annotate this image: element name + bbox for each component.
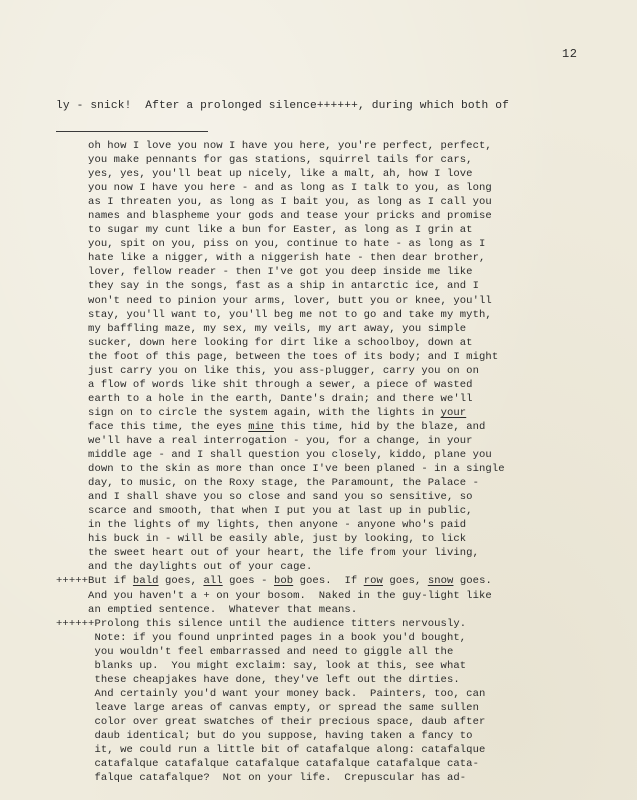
text-line [56,758,479,770]
text-segment: catafalque catafalque catafalque catafalque catafalque cata- [56,758,480,771]
text-line [56,660,466,672]
text-line [56,674,460,686]
text-segment: you, spit on you, piss on you, continue to hate - as long as I [56,238,486,251]
text-segment: And you haven't a + on your bosom. Naked in the guy-light like [56,589,492,602]
text-segment: earth to a hole in the earth, Dante's drain; and there we'll [56,392,473,405]
text-segment: And certainly you'd want your money back. Painters, too, can [56,687,486,700]
text-line [56,323,466,335]
text-segment: the sweet heart out of your heart, the life from your living, [56,547,480,560]
text-segment: +++++But if [56,575,133,588]
text-line [56,309,492,321]
text-segment: leave large areas of canvas empty, or spread the same sullen [56,701,480,714]
text-line [56,421,485,433]
text-segment: day, to music, on the Roxy stage, the Paramount, the Palace - [56,477,480,490]
text-line [56,688,485,700]
text-segment: you wouldn't feel embarrassed and need to giggle all the [56,645,454,658]
text-line [56,618,466,630]
text-segment: his buck in - will be easily able, just by looking, to lick [56,533,467,546]
text-line [56,730,473,742]
underlined-word: mine [248,420,274,433]
text-segment: you now I have you here - and as long as I talk to you, as long [56,182,492,195]
text-segment: face this time, the eyes [56,420,249,433]
text-line [56,477,479,489]
text-segment: oh how I love you now I have you here, you're perfect, perfect, [56,140,492,152]
text-segment: color over great swatches of their precious space, daub after [56,715,486,728]
text-line [56,716,485,728]
text-line [56,632,466,644]
text-line [56,646,453,658]
text-line [56,744,485,756]
text-line [56,140,492,152]
text-segment: goes. If [293,575,364,588]
text-line [56,449,492,461]
text-segment: goes. [453,575,492,588]
text-segment: hate like a nigger, with a niggerish hate - then dear brother, [56,252,486,265]
text-line [56,702,479,714]
text-segment: in the lights of my lights, then anyone - anyone who's paid [56,519,467,532]
text-segment: stay, you'll want to, you'll beg me not to go and take my myth, [56,308,492,321]
text-segment: yes, yes, you'll beat up nicely, like a malt, ah, how I love [56,168,473,181]
text-line [56,590,492,602]
footnote-paragraph [56,575,492,615]
text-line [56,154,473,166]
text-line [56,561,312,573]
text-line [56,295,492,307]
text-segment: ++++++Prolong this silence until the audience titters nervously. [56,617,467,630]
text-line [56,238,485,250]
text-segment: and I shall shave you so close and sand you so sensitive, so [56,491,473,504]
text-line [56,393,473,405]
text-line [56,547,479,559]
underlined-word: your [440,406,467,419]
text-segment: goes, [158,575,204,588]
body-text [56,139,505,785]
underlined-word: snow [427,575,454,588]
text-segment: middle age - and I shall question you closely, kiddo, plane you [56,449,492,462]
text-segment: Note: if you found unprinted pages in a book you'd bought, [56,631,467,644]
text-segment: to sugar my cunt like a bun for Easter, as long as I grin at [56,224,473,237]
text-line [56,575,492,587]
text-segment: just carry you on like this, you ass-plugger, carry you on on [56,364,480,377]
text-segment: blanks up. You might exclaim: say, look at this, see what [56,659,467,672]
text-segment: you make pennants for gas stations, squirrel tails for cars, [56,154,473,167]
lead-line: ly - snick! After a prolonged silence++++++, during which both of [56,100,509,112]
text-segment: the foot of this page, between the toes of its body; and I might [56,350,499,363]
footnote-paragraph [56,618,485,785]
text-line [56,491,473,503]
text-segment: daub identical; but do you suppose, having taken a fancy to [56,729,473,742]
footnote-paragraph [56,140,505,573]
underlined-word: row [363,575,383,588]
page-number: 12 [562,47,578,61]
text-line [56,351,498,363]
text-segment: sign on to circle the system again, with the lights in [56,406,441,419]
text-line [56,337,473,349]
text-segment: sucker, down here looking for dirt like a schoolboy, down at [56,336,473,349]
text-line [56,196,492,208]
text-line [56,463,505,475]
text-segment: an emptied sentence. Whatever that means. [56,603,358,616]
text-line [56,379,473,391]
text-segment: these cheapjakes have done, they've left out the dirties. [56,673,460,686]
text-line [56,182,492,194]
underlined-word: bob [273,575,294,588]
text-segment: a flow of words like shit through a sewer, a piece of wasted [56,378,473,391]
text-segment: my baffling maze, my sex, my veils, my art away, you simple [56,322,467,335]
text-segment: we'll have a real interrogation - you, for a change, in your [56,434,473,447]
text-line [56,210,492,222]
text-line [56,519,466,531]
text-segment: lover, fellow reader - then I've got you deep inside me like [56,266,473,279]
text-segment: names and blaspheme your gods and tease your pricks and promise [56,210,492,223]
text-line [56,168,473,180]
text-line [56,407,466,419]
text-segment: as I threaten you, as long as I bait you, as long as I call you [56,196,492,209]
text-line [56,224,473,236]
text-line [56,533,466,545]
text-segment: it, we could run a little bit of catafalque along: catafalque [56,744,486,757]
underlined-word: all [203,575,223,588]
text-segment: won't need to pinion your arms, lover, butt you or knee, you'll [56,294,492,307]
text-segment: down to the skin as more than once I've been planed - in a single [56,463,505,476]
text-segment: and the daylights out of your cage. [56,561,313,574]
text-line [56,604,357,616]
text-line [56,772,466,784]
text-line [56,505,473,517]
underlined-word: bald [132,575,159,588]
text-segment: they say in the songs, fast as a ship in antarctic ice, and I [56,280,480,293]
text-segment: goes - [222,575,274,588]
text-segment: goes, [382,575,428,588]
footnote-rule [56,131,208,132]
text-segment: scarce and smooth, that when I put you at last up in public, [56,505,473,518]
text-line [56,435,473,447]
text-segment: falque catafalque? Not on your life. Crepuscular has ad- [56,772,467,785]
text-line [56,365,479,377]
text-line [56,252,485,264]
text-line [56,280,479,292]
text-line [56,266,473,278]
text-segment: this time, hid by the blaze, and [273,420,486,433]
